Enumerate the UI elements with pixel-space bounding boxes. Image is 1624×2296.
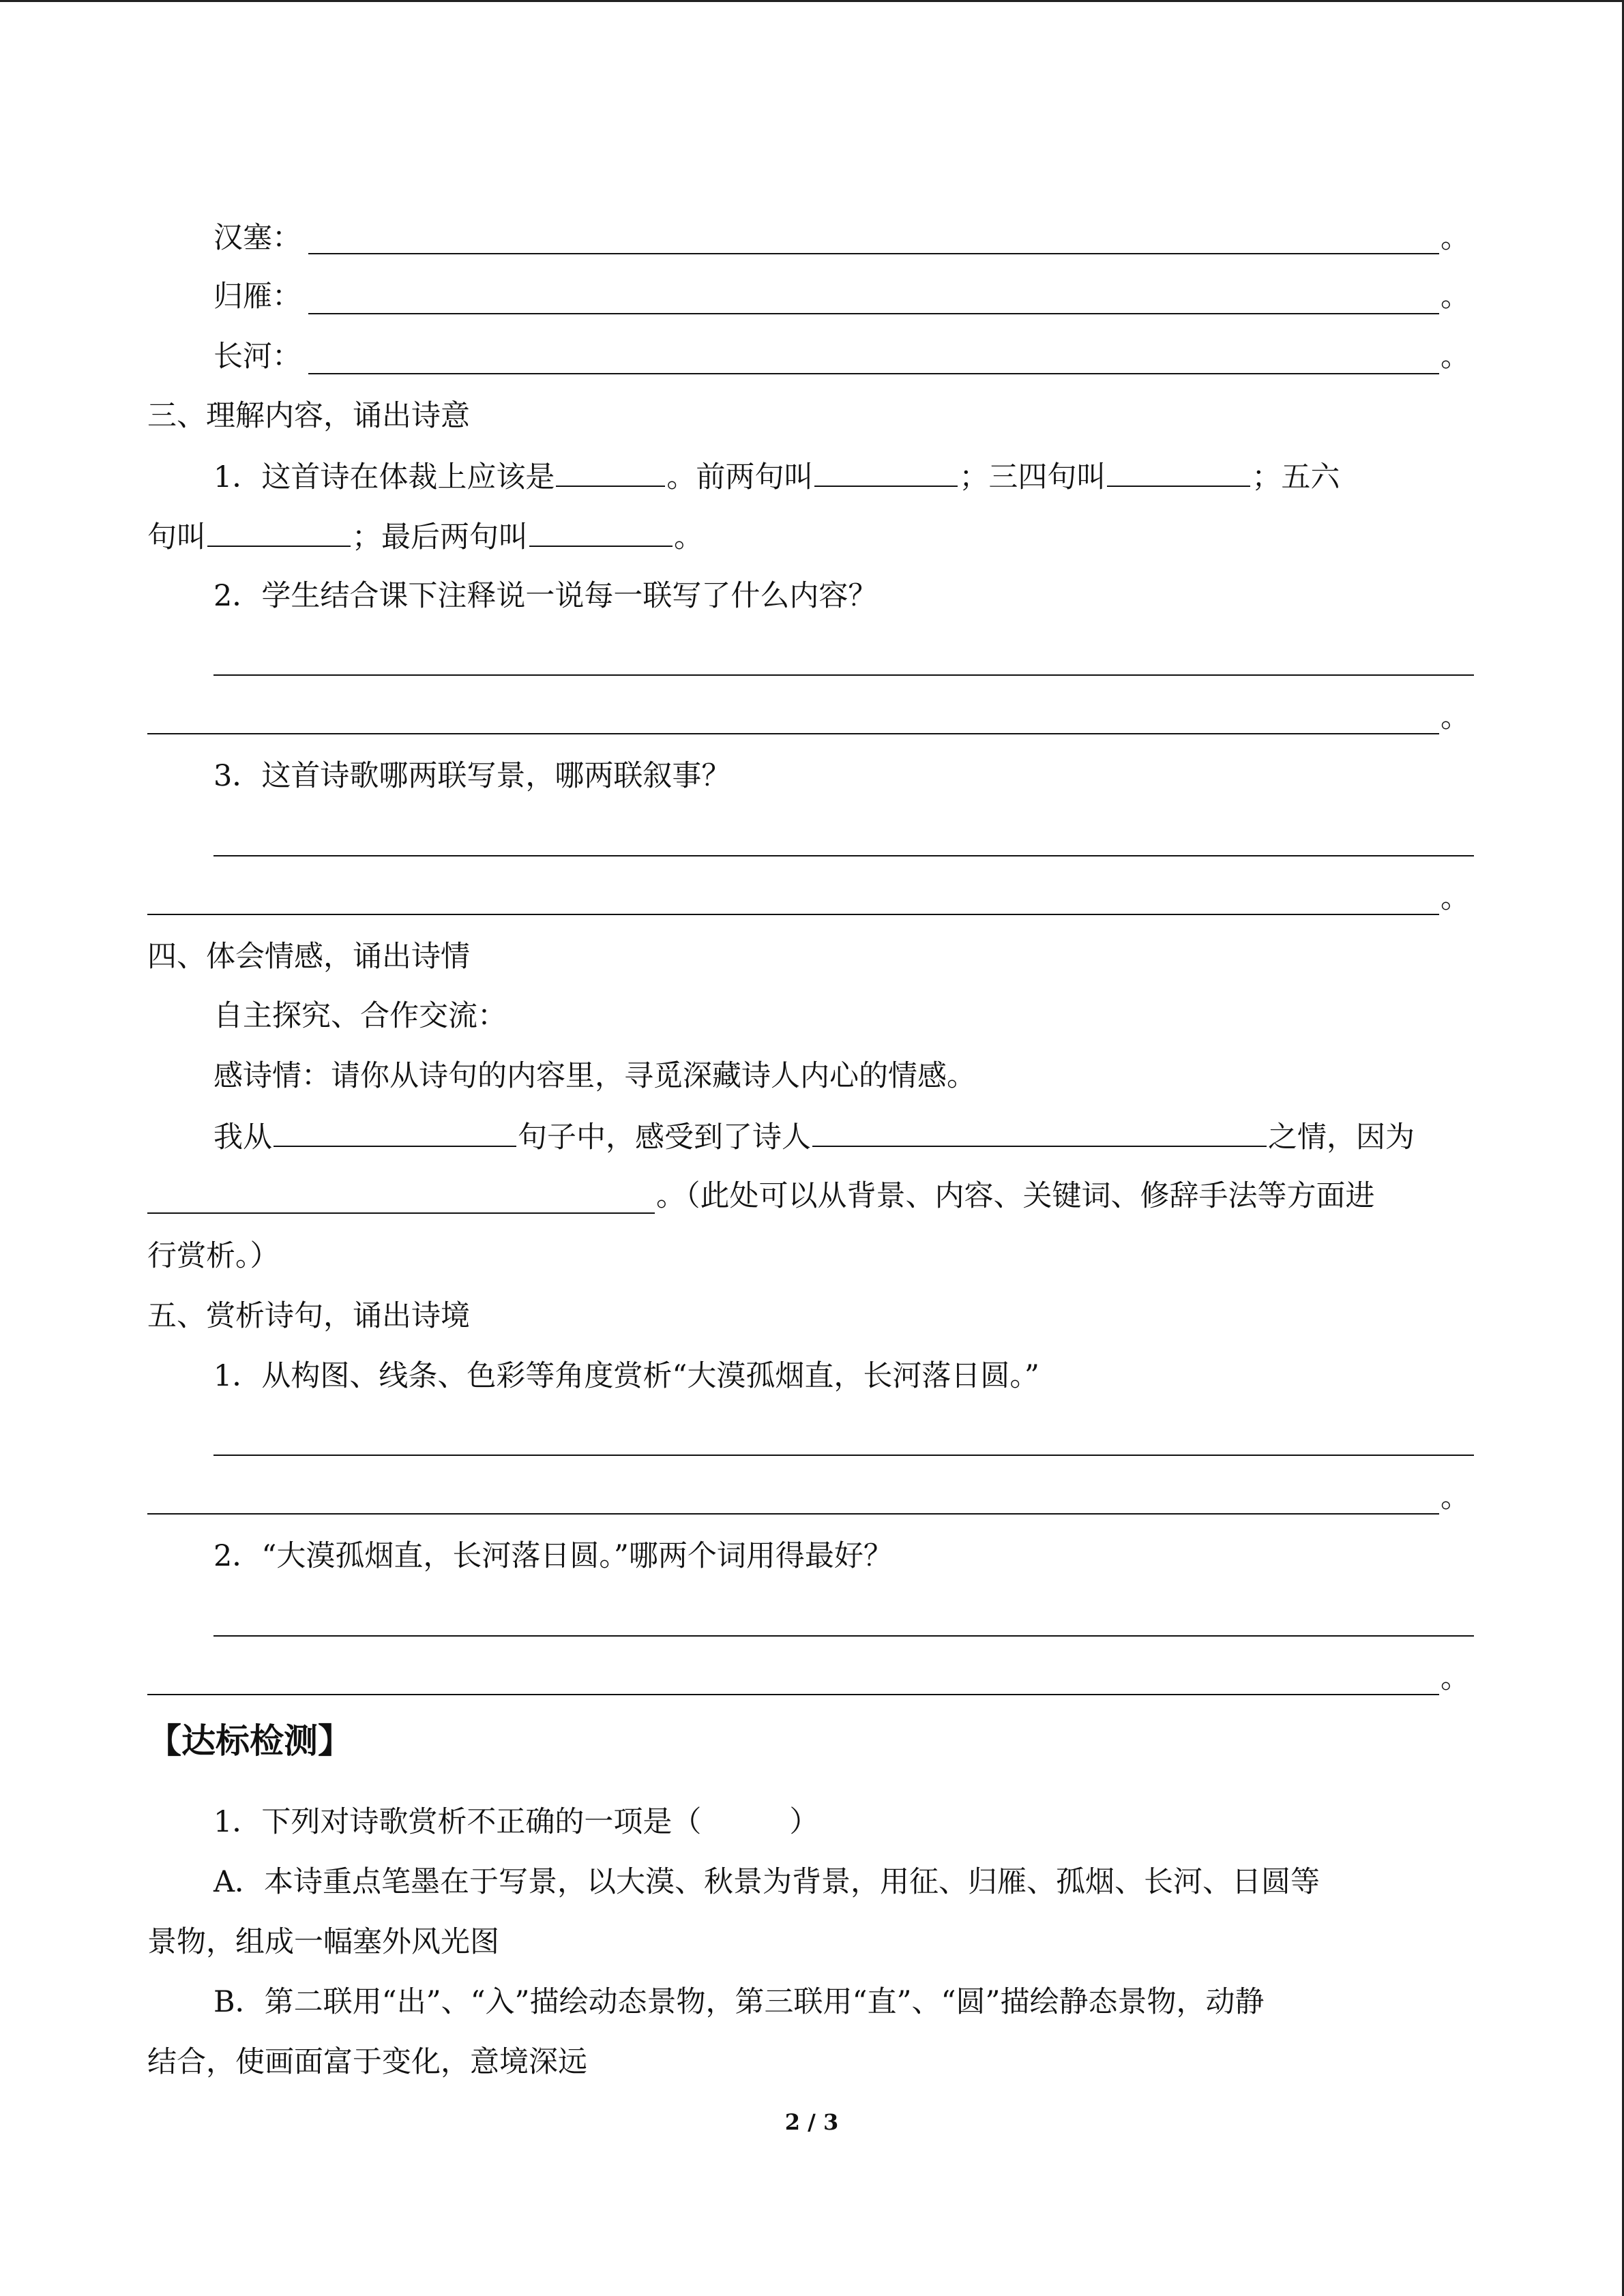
- fill-blank[interactable]: [812, 1116, 1267, 1147]
- p-text: 句子中，感受到了诗人: [518, 1120, 811, 1154]
- q-text: 1．这首诗在体裁上应该是: [213, 460, 555, 494]
- q-text: ；五六: [1252, 460, 1340, 494]
- test-question-1: 1．下列对诗歌赏析不正确的一项是（ ）: [213, 1805, 819, 1839]
- section-4-p1: 自主探究、合作交流：: [213, 999, 507, 1033]
- question-3-3: 3．这首诗歌哪两联写景，哪两联叙事？: [213, 759, 731, 793]
- answer-line[interactable]: [147, 914, 1439, 915]
- term-end: 。: [1441, 340, 1470, 374]
- answer-line[interactable]: [147, 733, 1439, 734]
- answer-line[interactable]: [308, 373, 1439, 374]
- answer-line[interactable]: [308, 313, 1439, 314]
- section-4-p3: [213, 1116, 1415, 1157]
- q-text: 。前两句叫: [666, 460, 814, 494]
- answer-line[interactable]: [147, 1513, 1439, 1515]
- fill-blank[interactable]: [207, 516, 351, 547]
- q-text: ；最后两句叫: [352, 520, 528, 554]
- fill-blank[interactable]: [274, 1116, 516, 1147]
- p-text: 我从: [213, 1120, 272, 1154]
- section-5-heading: 五、赏析诗句，诵出诗境: [147, 1299, 470, 1333]
- term-label: 归雁：: [213, 280, 301, 314]
- fill-blank[interactable]: [556, 456, 665, 487]
- option-b-line-1: B．第二联用“出”、“入”描绘动态景物，第三联用“直”、“圆”描绘静态景物，动静: [213, 1985, 1265, 2019]
- p-text: 之情，因为: [1268, 1120, 1415, 1154]
- term-row: [213, 276, 301, 317]
- term-row: [213, 218, 301, 258]
- fill-blank[interactable]: [814, 456, 958, 487]
- term-end: 。: [1441, 221, 1470, 255]
- answer-end: 。: [1441, 881, 1470, 915]
- option-b-line-2: 结合，使画面富于变化，意境深远: [147, 2045, 587, 2079]
- term-label: 长河：: [213, 340, 301, 374]
- answer-end: 。: [1441, 1661, 1470, 1695]
- fill-blank[interactable]: [529, 516, 673, 547]
- question-3-1-cont: [147, 516, 703, 556]
- q-text: ；三四句叫: [959, 460, 1106, 494]
- question-5-1: 1．从构图、线条、色彩等角度赏析“大漠孤烟直，长河落日圆。”: [213, 1359, 1039, 1393]
- question-3-1: [213, 456, 1340, 496]
- answer-line[interactable]: [147, 1212, 655, 1214]
- fill-blank[interactable]: [1107, 456, 1250, 487]
- section-4-p2: 感诗情：请你从诗句的内容里，寻觅深藏诗人内心的情感。: [213, 1059, 976, 1093]
- section-3-heading: 三、理解内容，诵出诗意: [147, 399, 470, 433]
- term-label: 汉塞：: [213, 221, 301, 255]
- section-4-heading: 四、体会情感，诵出诗情: [147, 940, 470, 974]
- term-end: 。: [1441, 280, 1470, 314]
- question-5-2: 2．“大漠孤烟直，长河落日圆。”哪两个词用得最好？: [213, 1539, 893, 1573]
- answer-line[interactable]: [308, 253, 1439, 254]
- answer-end: 。: [1441, 700, 1470, 734]
- q-text: 。: [674, 520, 703, 554]
- answer-line[interactable]: [213, 1635, 1474, 1637]
- answer-line[interactable]: [147, 1694, 1439, 1695]
- answer-line[interactable]: [213, 674, 1474, 676]
- answer-line[interactable]: [213, 1455, 1474, 1456]
- question-3-2: 2．学生结合课下注释说一说每一联写了什么内容？: [213, 579, 878, 613]
- section-4-p5: 行赏析。）: [147, 1239, 280, 1273]
- section-4-p4: 。（此处可以从背景、内容、关键词、修辞手法等方面进: [656, 1179, 1375, 1213]
- q-text: 句叫: [147, 520, 206, 554]
- answer-line[interactable]: [213, 855, 1474, 856]
- option-a-line-2: 景物，组成一幅塞外风光图: [147, 1925, 499, 1959]
- option-a-line-1: A．本诗重点笔墨在于写景，以大漠、秋景为背景，用征、归雁、孤烟、长河、日圆等: [213, 1865, 1320, 1899]
- answer-end: 。: [1441, 1480, 1470, 1515]
- page-number: 2 / 3: [784, 2109, 839, 2135]
- term-row: [213, 336, 301, 377]
- test-heading: 【达标检测】: [147, 1721, 352, 1761]
